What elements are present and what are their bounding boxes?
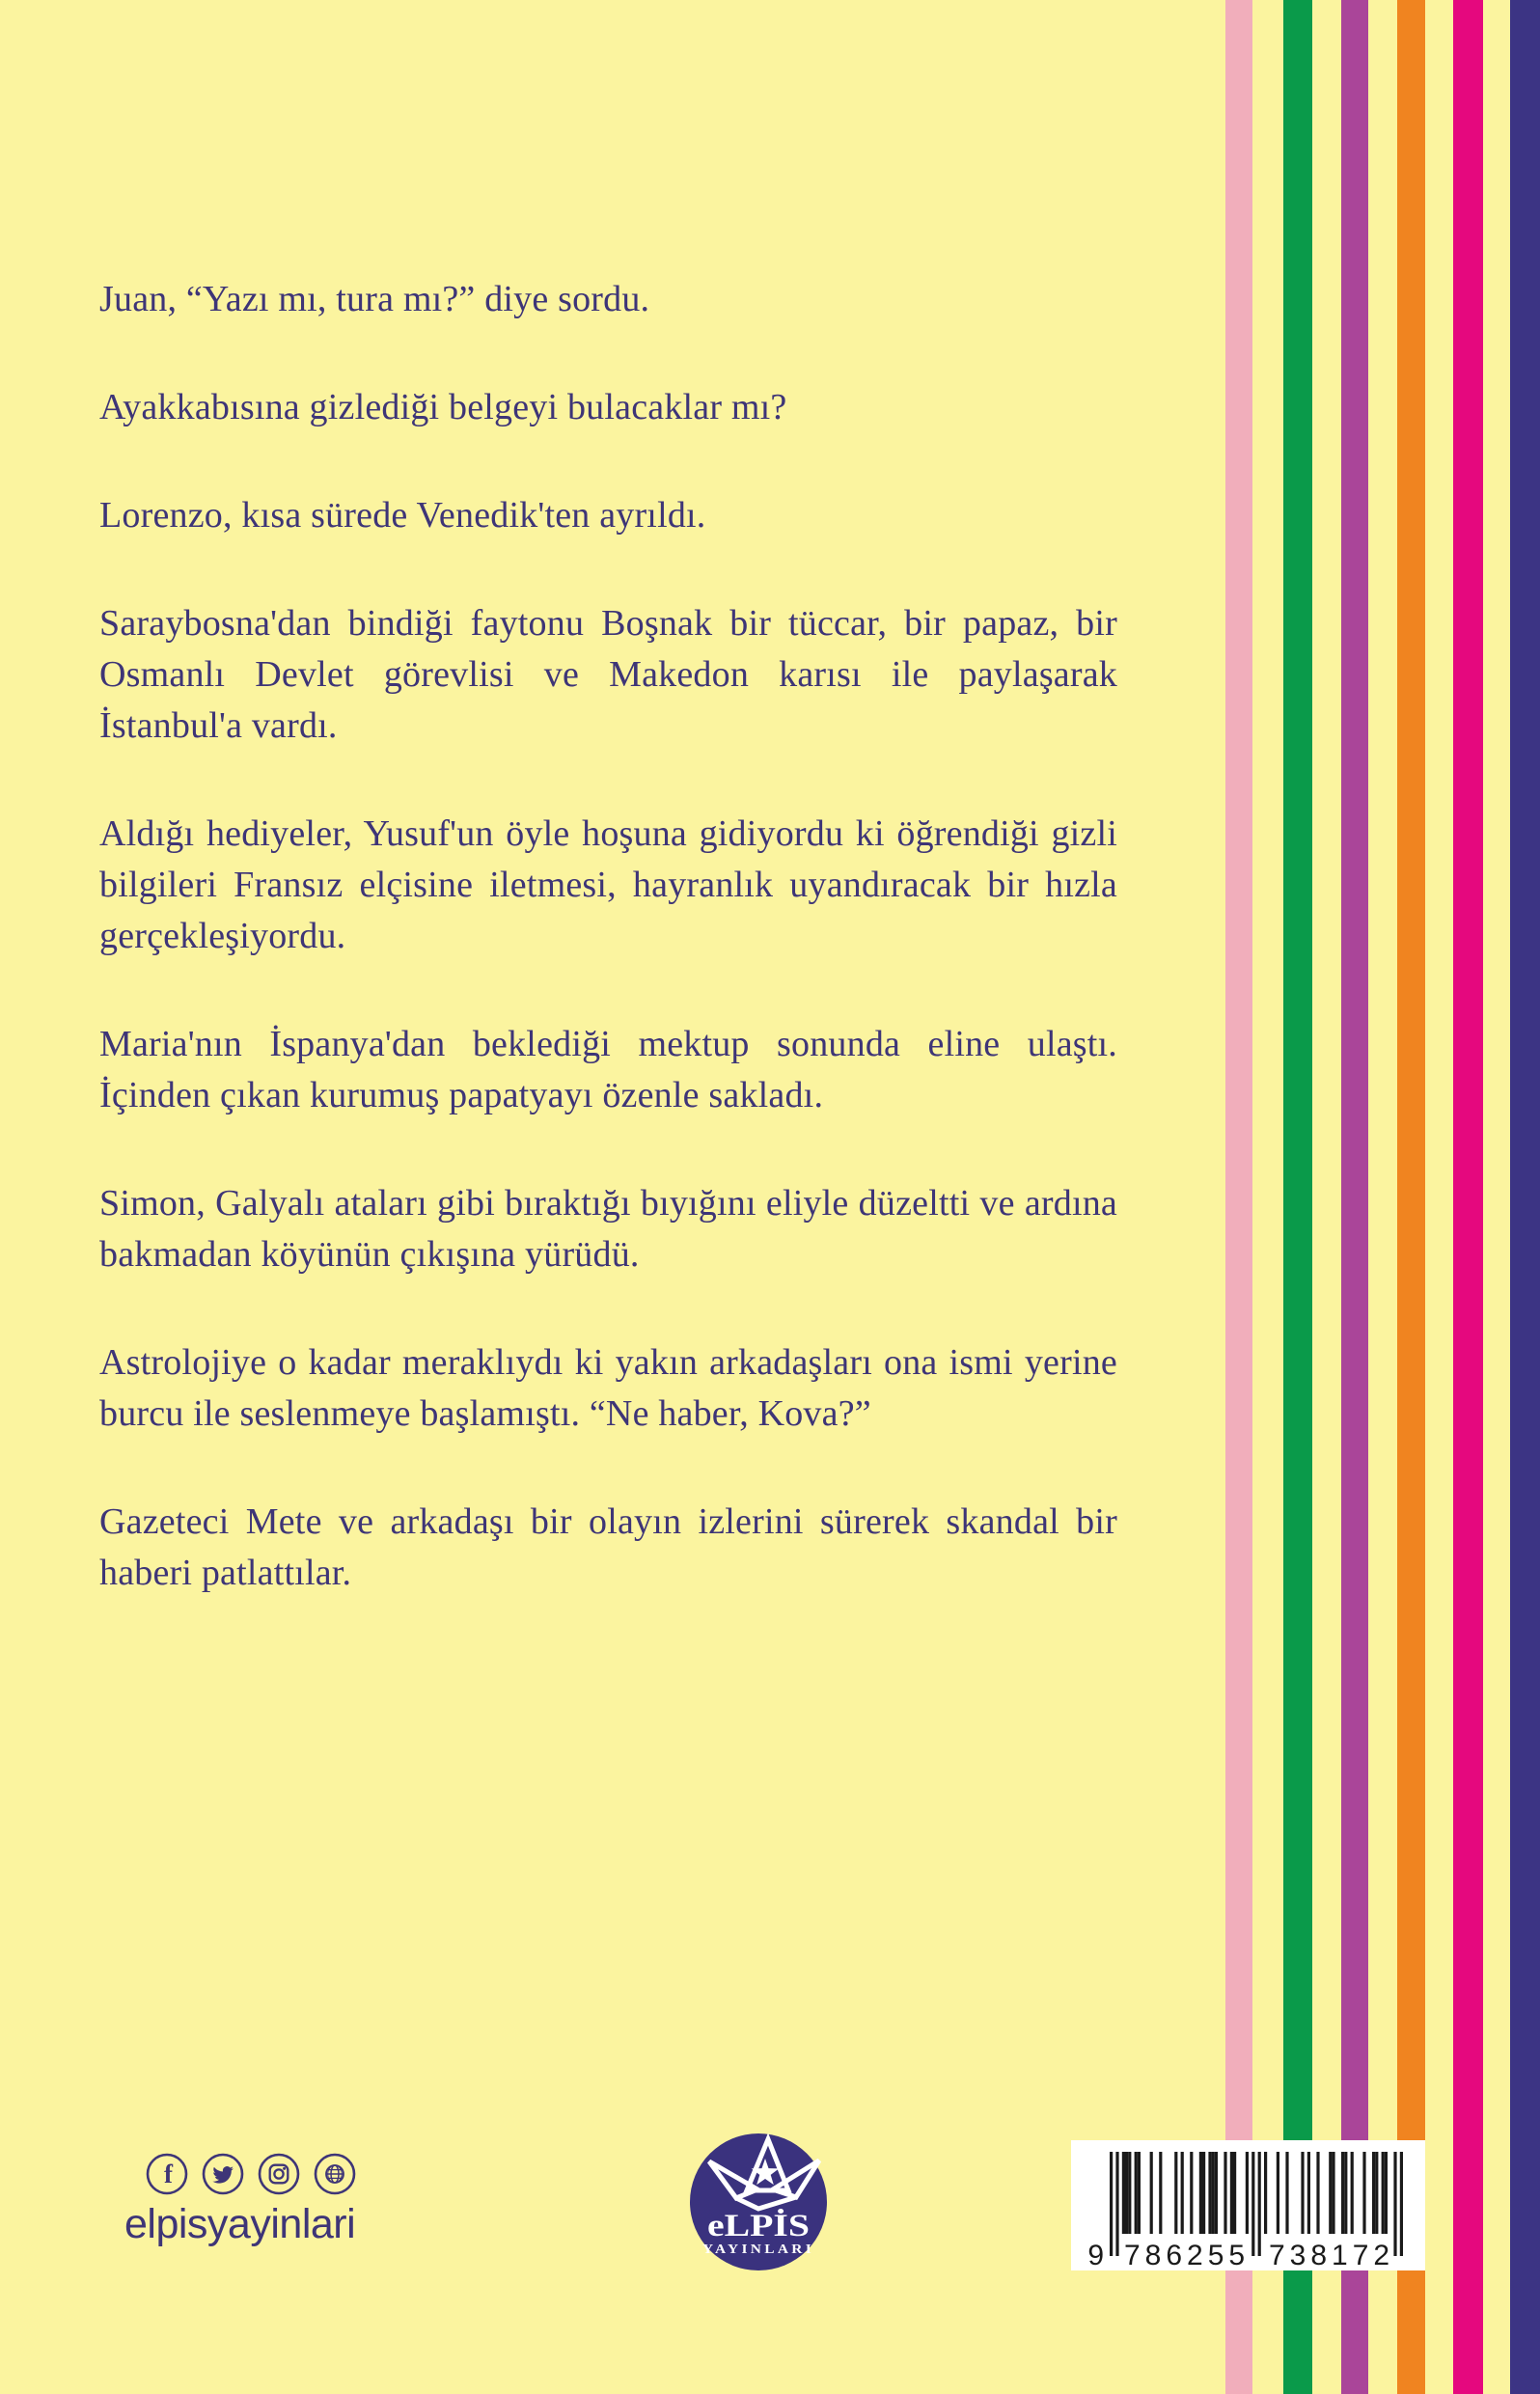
pink-stripe [1225,0,1252,2394]
blurb-paragraph: Astrolojiye o kadar meraklıydı ki yakın arkadaşları ona ismi yerine burcu ile seslenmeye başlamıştı. “Ne haber, Kova?” [99,1342,1117,1434]
blurb-paragraph: Ayakkabısına gizlediği belgeyi bulacaklar mı? [99,387,787,427]
blurb-paragraph: Aldığı hediyeler, Yusuf'un öyle hoşuna gidiyordu ki öğrendiği gizli bilgileri Fransız elçisine iletmesi, hayranlık uyandıracak bir hızla gerçekleşiyordu. [99,813,1117,956]
blurb-paragraph: Simon, Galyalı ataları gibi bıraktığı bıyığını eliyle düzeltti ve ardına bakmadan köyünün çıkışına yürüdü. [99,1183,1117,1275]
barcode-digit-prefix: 9 [1087,2240,1104,2270]
logo-subtitle: YAYINLARI [702,2243,814,2257]
barcode-digits-left: 786255 [1124,2240,1251,2270]
twitter-icon [202,2153,244,2195]
green-stripe [1283,0,1312,2394]
orchid-stripe [1341,0,1368,2394]
globe-icon [314,2153,356,2195]
social-icons-row [146,2153,356,2195]
blurb-paragraph: Lorenzo, kısa sürede Venedik'ten ayrıldı. [99,495,706,536]
logo-title: eLPİS [707,2209,793,2243]
orange-stripe [1397,0,1425,2394]
social-handle: elpisyayinlari [124,2201,356,2247]
blurb-paragraph: Maria'nın İspanya'dan beklediği mektup sonunda eline ulaştı. İçinden çıkan kurumuş papatyayı özenle sakladı. [99,1024,1117,1115]
facebook-icon [146,2153,188,2195]
blurb-paragraph: Gazeteci Mete ve arkadaşı bir olayın izlerini sürerek skandal bir haberi patlattılar. [99,1501,1117,1593]
navy-stripe [1510,0,1540,2394]
magenta-stripe [1453,0,1483,2394]
blurb-paragraph: Juan, “Yazı mı, tura mı?” diye sordu. [99,279,650,319]
svg-text:f: f [164,2160,173,2188]
isbn-barcode [1071,2140,1425,2270]
barcode-digits-right: 738172 [1269,2240,1395,2270]
instagram-icon [258,2153,300,2195]
publisher-logo [688,2132,829,2277]
blurb-text-block [99,274,1117,1656]
blurb-paragraph: Saraybosna'dan bindiği faytonu Boşnak bir tüccar, bir papaz, bir Osmanlı Devlet görevlisi ve Makedon karısı ile paylaşarak İstanbul'a vardı. [99,603,1117,746]
